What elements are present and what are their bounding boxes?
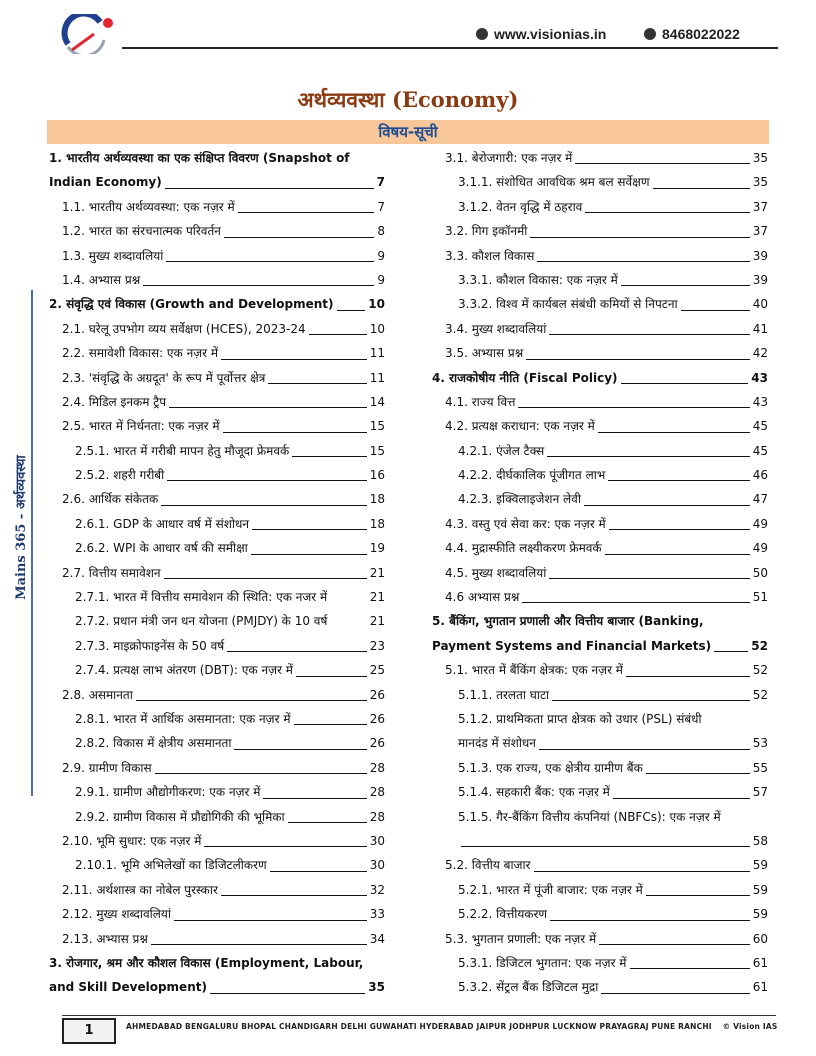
- toc-page-number: 16: [369, 468, 385, 483]
- toc-entry[interactable]: [432, 536, 768, 560]
- toc-leader-line: [238, 212, 375, 213]
- toc-leader-line: [599, 944, 750, 945]
- toc-leader-line: [268, 383, 366, 384]
- toc-page-number: 9: [377, 272, 385, 287]
- toc-entry[interactable]: [49, 585, 385, 609]
- toc-page-number: 7: [377, 199, 385, 214]
- toc-entry-title: 2.9.2. ग्रामीण विकास में प्रौद्योगिकी की भूमिका: [75, 809, 285, 824]
- toc-entry-title: 2.3. 'संवृद्धि के अग्रदूत' के रूप में पूर्वोत्तर क्षेत्र: [62, 370, 266, 385]
- toc-entry[interactable]: [432, 902, 768, 926]
- toc-page-number: 46: [752, 468, 768, 483]
- toc-entry[interactable]: [49, 195, 385, 219]
- toc-page-number: 8: [377, 224, 385, 239]
- toc-page-number: 30: [369, 833, 385, 848]
- toc-entry[interactable]: [432, 805, 768, 829]
- toc-page-number: 26: [369, 711, 385, 726]
- side-rule: [31, 290, 33, 796]
- toc-entry[interactable]: [432, 927, 768, 951]
- toc-leader-line: [309, 334, 367, 335]
- toc-page-number: 23: [369, 638, 385, 653]
- toc-entry-title: 4.2. प्रत्यक्ष कराधान: एक नज़र में: [445, 419, 595, 434]
- phone-contact: [644, 26, 740, 42]
- toc-entry-title: 4.2.2. दीर्घकालिक पूंजीगत लाभ: [458, 468, 606, 483]
- toc-leader-line: [621, 383, 749, 384]
- toc-leader-line: [537, 261, 749, 262]
- toc-entry[interactable]: [432, 853, 768, 877]
- toc-entry-title: 5.3.1. डिजिटल भुगतान: एक नज़र में: [458, 955, 627, 970]
- toc-entry[interactable]: [49, 853, 385, 877]
- toc-entry-title: 3.3.2. विश्व में कार्यबल संबंधी कमियों से निपटना: [458, 297, 678, 312]
- toc-entry-title: 2.4. मिडिल इनकम ट्रैप: [62, 394, 167, 409]
- toc-page-number: 53: [752, 736, 768, 751]
- toc-entry[interactable]: [49, 902, 385, 926]
- toc-page-number: 33: [369, 907, 385, 922]
- toc-leader-line: [526, 359, 750, 360]
- toc-entry[interactable]: [432, 634, 768, 658]
- toc-page-number: 49: [752, 541, 768, 556]
- toc-entry[interactable]: [49, 756, 385, 780]
- toc-entry-title: 2.8.1. भारत में आर्थिक असमानता: एक नज़र में: [75, 711, 291, 726]
- toc-entry-title: 5.2.2. वित्तीयकरण: [458, 907, 548, 922]
- toc-entry[interactable]: [432, 146, 768, 170]
- toc-entry-title: 2.5.1. भारत में गरीबी मापन हेतु मौजूदा फ्रेमवर्क: [75, 443, 290, 458]
- toc-page-number: 21: [369, 590, 385, 605]
- toc-leader-line: [609, 529, 750, 530]
- toc-entry[interactable]: [49, 341, 385, 365]
- toc-entry-title: 2.12. मुख्य शब्दावलियां: [62, 907, 171, 922]
- toc-page-number: 35: [752, 151, 768, 165]
- toc-page-number: 49: [752, 516, 768, 531]
- toc-entry[interactable]: [49, 805, 385, 829]
- toc-leader-line: [630, 968, 750, 969]
- toc-page-number: 43: [752, 394, 768, 409]
- toc-entry-title: 2.11. अर्थशास्त्र का नोबेल पुरस्कार: [62, 882, 218, 897]
- toc-leader-line: [605, 554, 750, 555]
- toc-leader-line: [598, 432, 750, 433]
- toc-page-number: 25: [369, 663, 385, 678]
- toc-entry[interactable]: [49, 975, 385, 999]
- toc-entry[interactable]: [49, 292, 385, 316]
- toc-page-number: 39: [752, 272, 768, 287]
- toc-page-number: 61: [752, 980, 768, 995]
- toc-leader-line: [210, 993, 365, 994]
- toc-entry-title: 5.2. वित्तीय बाजार: [445, 858, 531, 873]
- toc-entry[interactable]: [49, 366, 385, 390]
- toc-page-number: 60: [752, 931, 768, 946]
- toc-leader-line: [151, 944, 367, 945]
- toc-entry-title: 3. रोजगार, श्रम और कौशल विकास (Employment, Labour,: [49, 955, 364, 970]
- toc-entry[interactable]: [49, 536, 385, 560]
- toc-entry[interactable]: [432, 244, 768, 268]
- toc-leader-line: [549, 578, 749, 579]
- toc-page-number: 35: [368, 980, 385, 995]
- toc-entry[interactable]: [432, 951, 768, 975]
- toc-page-number: 7: [376, 175, 385, 190]
- toc-entry-title: 2.7.1. भारत में वित्तीय समावेशन की स्थिति: एक नजर में: [75, 590, 328, 605]
- toc-leader-line: [621, 285, 750, 286]
- toc-leader-line: [204, 846, 366, 847]
- toc-page-number: 30: [369, 858, 385, 873]
- toc-page-number: 21: [369, 614, 385, 629]
- toc-page-number: 18: [369, 516, 385, 531]
- toc-entry-title: मानदंड में संशोधन: [458, 736, 536, 751]
- toc-entry-title: 5.1.2. प्राथमिकता प्राप्त क्षेत्रक को उधार (PSL) संबंधी: [458, 711, 702, 726]
- toc-entry-title: 4. राजकोषीय नीति (Fiscal Policy): [432, 370, 618, 385]
- toc-entry[interactable]: [49, 487, 385, 511]
- toc-entry-title: Payment Systems and Financial Markets): [432, 638, 712, 653]
- toc-entry[interactable]: [49, 317, 385, 341]
- toc-leader-line: [653, 188, 750, 189]
- toc-leader-line: [550, 920, 750, 921]
- toc-page-number: 58: [752, 833, 768, 848]
- toc-leader-line: [613, 798, 750, 799]
- toc-entry-title: 3.3.1. कौशल विकास: एक नज़र में: [458, 272, 618, 287]
- toc-leader-line: [539, 749, 750, 750]
- toc-entry[interactable]: [49, 146, 385, 170]
- copyright: © Vision IAS: [722, 1022, 778, 1031]
- vision-ias-logo: [60, 14, 116, 54]
- toc-page-number: 15: [369, 443, 385, 458]
- toc-entry-title: 3.1. बेरोजगारी: एक नज़र में: [445, 151, 573, 165]
- website-contact[interactable]: [476, 26, 606, 42]
- toc-entry[interactable]: [432, 366, 768, 390]
- toc-entry-title: 2.2. समावेशी विकास: एक नज़र में: [62, 346, 219, 361]
- toc-page-number: 59: [752, 882, 768, 897]
- footer-cities: [126, 1020, 776, 1034]
- toc-entry[interactable]: [49, 609, 385, 633]
- toc-entry-title: 4.3. वस्तु एवं सेवा कर: एक नज़र में: [445, 516, 606, 531]
- toc-page-number: 59: [752, 907, 768, 922]
- toc-entry-title: 2.7. वित्तीय समावेशन: [62, 565, 161, 580]
- toc-entry-title: 2.10. भूमि सुधार: एक नज़र में: [62, 833, 202, 848]
- toc-entry[interactable]: [49, 170, 385, 194]
- footer-divider: [62, 1015, 776, 1016]
- toc-leader-line: [608, 480, 749, 481]
- toc-leader-line: [530, 237, 749, 238]
- toc-page-number: 9: [377, 248, 385, 263]
- toc-entry-title: 5.1.5. गैर-बैंकिंग वित्तीय कंपनियां (NBFCs): एक नज़र में: [458, 809, 721, 824]
- toc-page-number: 32: [369, 882, 385, 897]
- toc-entry[interactable]: [49, 414, 385, 438]
- toc-entry-title: 2.7.4. प्रत्यक्ष लाभ अंतरण (DBT): एक नज़र में: [75, 663, 293, 678]
- toc-leader-line: [143, 285, 374, 286]
- toc-entry[interactable]: [49, 463, 385, 487]
- toc-entry-title: 5.1.1. तरलता घाटा: [458, 687, 550, 702]
- toc-entry[interactable]: [432, 219, 768, 243]
- toc-leader-line: [575, 163, 749, 164]
- toc-entry-title: 1.4. अभ्यास प्रश्न: [62, 272, 141, 287]
- toc-entry[interactable]: [432, 268, 768, 292]
- city-list: AHMEDABAD BENGALURU BHOPAL CHANDIGARH DELHI GUWAHATI HYDERABAD JAIPUR JODHPUR LUCKNOW PRAYAGRAJ PUNE RANCHI: [126, 1022, 712, 1031]
- toc-entry[interactable]: [49, 219, 385, 243]
- toc-page-number: 41: [752, 321, 768, 336]
- toc-entry-title: Indian Economy): [49, 175, 162, 190]
- toc-leader-line: [522, 602, 749, 603]
- toc-entry-title: 2.7.2. प्रधान मंत्री जन धन योजना (PMJDY) के 10 वर्ष: [75, 614, 328, 629]
- toc-entry[interactable]: [49, 731, 385, 755]
- toc-entry-title: 3.1.1. संशोधित आवधिक श्रम बल सर्वेक्षण: [458, 175, 650, 190]
- toc-page-number: 14: [369, 394, 385, 409]
- toc-leader-line: [337, 310, 366, 311]
- toc-leader-line: [263, 798, 366, 799]
- toc-leader-line: [518, 407, 749, 408]
- toc-leader-line: [166, 261, 374, 262]
- toc-entry[interactable]: [432, 829, 768, 853]
- toc-leader-line: [251, 554, 367, 555]
- page-title: अर्थव्यवस्था (Economy): [297, 87, 519, 112]
- toc-entry[interactable]: [432, 561, 768, 585]
- toc-entry[interactable]: [49, 634, 385, 658]
- toc-entry-title: 2.7.3. माइक्रोफाइनेंस के 50 वर्ष: [75, 638, 225, 653]
- toc-entry-title: 5.1.3. एक राज्य, एक क्षेत्रीय ग्रामीण बैंक: [458, 760, 643, 775]
- toc-entry[interactable]: [432, 878, 768, 902]
- toc-page-number: 61: [752, 955, 768, 970]
- toc-entry-title: 2.13. अभ्यास प्रश्न: [62, 931, 148, 946]
- toc-entry[interactable]: [49, 439, 385, 463]
- toc-page-number: 39: [752, 248, 768, 263]
- toc-page-number: 26: [369, 736, 385, 751]
- toc-entry[interactable]: [432, 463, 768, 487]
- toc-leader-line: [681, 310, 750, 311]
- side-label: [11, 445, 31, 610]
- toc-entry[interactable]: [432, 341, 768, 365]
- toc-entry[interactable]: [49, 707, 385, 731]
- toc-page-number: 42: [752, 346, 768, 361]
- toc-page-number: 52: [751, 638, 768, 653]
- toc-entry[interactable]: [49, 951, 385, 975]
- toc-entry[interactable]: [432, 658, 768, 682]
- toc-entry-title: 1.3. मुख्य शब्दावलियां: [62, 248, 164, 263]
- toc-leader-line: [288, 822, 367, 823]
- toc-page-number: 11: [369, 346, 385, 361]
- toc-entry[interactable]: [432, 756, 768, 780]
- toc-entry[interactable]: [49, 390, 385, 414]
- toc-entry[interactable]: [432, 390, 768, 414]
- toc-entry[interactable]: [49, 244, 385, 268]
- toc-page-number: 21: [369, 565, 385, 580]
- toc-entry[interactable]: [432, 585, 768, 609]
- globe-icon: [476, 28, 488, 40]
- toc-entry[interactable]: [432, 170, 768, 194]
- toc-page-number: 18: [369, 492, 385, 507]
- toc-page-number: 11: [369, 370, 385, 385]
- toc-leader-line: [552, 700, 750, 701]
- toc-entry-title: 4.1. राज्य वित्त: [445, 394, 516, 409]
- toc-entry-title: 5.2.1. भारत में पूंजी बाजार: एक नज़र में: [458, 882, 643, 897]
- toc-entry-title: 2.5. भारत में निर्धनता: एक नज़र में: [62, 419, 220, 434]
- toc-entry[interactable]: [49, 683, 385, 707]
- toc-entry[interactable]: [432, 317, 768, 341]
- toc-leader-line: [221, 895, 367, 896]
- toc-page-number: 50: [752, 565, 768, 580]
- toc-entry-title: 3.2. गिग इकॉनमी: [445, 224, 528, 239]
- toc-leader-line: [292, 456, 367, 457]
- toc-page-number: 51: [752, 590, 768, 605]
- toc-page-number: 10: [368, 297, 385, 312]
- toc-leader-line: [294, 724, 367, 725]
- toc-entry[interactable]: [49, 561, 385, 585]
- toc-leader-line: [136, 700, 367, 701]
- website-text[interactable]: www.visionias.in: [494, 26, 607, 42]
- toc-page-number: 28: [369, 785, 385, 800]
- toc-page-number: 19: [369, 541, 385, 556]
- toc-entry-title: 2.6. आर्थिक संकेतक: [62, 492, 159, 507]
- toc-leader-line: [167, 480, 366, 481]
- toc-page-number: 45: [752, 443, 768, 458]
- toc-leader-line: [270, 871, 367, 872]
- toc-entry-title: 5.3. भुगतान प्रणाली: एक नज़र में: [445, 931, 597, 946]
- toc-leader-line: [169, 407, 367, 408]
- toc-entry-title: 2.6.1. GDP के आधार वर्ष में संशोधन: [75, 516, 250, 531]
- toc-entry[interactable]: [432, 487, 768, 511]
- toc-page-number: 26: [369, 687, 385, 702]
- toc-entry-title: 2.8.2. विकास में क्षेत्रीय असमानता: [75, 736, 232, 751]
- toc-entry-title: 5. बैंकिंग, भुगतान प्रणाली और वित्तीय बाजार (Banking,: [432, 614, 704, 629]
- toc-page-number: 37: [752, 224, 768, 239]
- toc-entry-title: 1. भारतीय अर्थव्यवस्था का एक संक्षिप्त विवरण (Snapshot of: [49, 151, 350, 165]
- toc-leader-line: [534, 871, 750, 872]
- toc-leader-line: [165, 188, 374, 189]
- toc-entry[interactable]: [432, 975, 768, 999]
- toc-leader-line: [174, 920, 367, 921]
- toc-page-number: 40: [752, 297, 768, 312]
- toc-page-number: 34: [369, 931, 385, 946]
- toc-page-number: 52: [752, 663, 768, 678]
- toc-entry-title: 4.6 अभ्यास प्रश्न: [445, 590, 520, 605]
- toc-entry-title: 5.1.4. सहकारी बैंक: एक नज़र में: [458, 785, 610, 800]
- toc-leader-line: [646, 773, 750, 774]
- toc-entry[interactable]: [432, 609, 768, 633]
- toc-leader-line: [234, 749, 366, 750]
- toc-leader-line: [626, 676, 750, 677]
- toc-entry-title: 3.5. अभ्यास प्रश्न: [445, 346, 524, 361]
- toc-entry[interactable]: [49, 658, 385, 682]
- toc-leader-line: [223, 432, 367, 433]
- toc-entry-title: 1.1. भारतीय अर्थव्यवस्था: एक नज़र में: [62, 199, 235, 214]
- toc-entry-title: 3.3. कौशल विकास: [445, 248, 535, 263]
- toc-page-number: 45: [752, 419, 768, 434]
- toc-leader-line: [224, 237, 374, 238]
- toc-entry-title: 3.4. मुख्य शब्दावलियां: [445, 321, 547, 336]
- toc-leader-line: [585, 212, 749, 213]
- toc-leader-line: [227, 651, 366, 652]
- toc-page-number: 47: [752, 492, 768, 507]
- toc-entry[interactable]: [49, 780, 385, 804]
- toc-entry-title: 5.3.2. सेंट्रल बैंक डिजिटल मुद्रा: [458, 980, 599, 995]
- toc-entry-title: 2.5.2. शहरी गरीबी: [75, 468, 165, 483]
- toc-entry[interactable]: [432, 512, 768, 536]
- header-divider: [122, 47, 778, 49]
- toc-leader-line: [161, 505, 367, 506]
- toc-entry[interactable]: [49, 512, 385, 536]
- toc-entry-title: 2.1. घरेलू उपभोग व्यय सर्वेक्षण (HCES), 2023-24: [62, 321, 306, 336]
- toc-leader-line: [584, 505, 750, 506]
- toc-page-number: 59: [752, 858, 768, 873]
- toc-page-number: 15: [369, 419, 385, 434]
- phone-icon: [644, 28, 656, 40]
- toc-leader-line: [164, 578, 367, 579]
- toc-leader-line: [155, 773, 367, 774]
- toc-entry[interactable]: [49, 878, 385, 902]
- toc-page-number: 57: [752, 785, 768, 800]
- toc-leader-line: [547, 456, 749, 457]
- toc-entry[interactable]: [432, 414, 768, 438]
- toc-entry-title: 2.10.1. भूमि अभिलेखों का डिजिटलीकरण: [75, 858, 267, 873]
- toc-entry-title: 4.5. मुख्य शब्दावलियां: [445, 565, 547, 580]
- toc-page-number: 28: [369, 809, 385, 824]
- toc-entry-title: 2.6.2. WPI के आधार वर्ष की समीक्षा: [75, 541, 248, 556]
- toc-entry-title: 2. संवृद्धि एवं विकास (Growth and Development): [49, 297, 334, 312]
- toc-leader-line: [461, 846, 750, 847]
- phone-text: 8468022022: [662, 26, 740, 42]
- side-label-text: Mains 365 - अर्थव्यवस्था: [14, 455, 29, 600]
- toc-leader-line: [221, 359, 367, 360]
- toc-entry[interactable]: [432, 292, 768, 316]
- toc-page-number: 28: [369, 760, 385, 775]
- toc-entry[interactable]: [432, 707, 768, 731]
- toc-entry[interactable]: [432, 780, 768, 804]
- toc-entry-title: 3.1.2. वेतन वृद्धि में ठहराव: [458, 199, 583, 214]
- toc-entry-title: 4.2.1. एंजेल टैक्स: [458, 443, 545, 458]
- toc-entry-title: 4.2.3. इक्विलाइजेशन लेवी: [458, 492, 581, 507]
- toc-heading: विषय-सूची: [47, 120, 769, 144]
- toc-right-column: [432, 146, 768, 1000]
- toc-entry-title: 4.4. मुद्रास्फीति लक्ष्यीकरण फ्रेमवर्क: [445, 541, 602, 556]
- toc-page-number: 43: [751, 370, 768, 385]
- toc-entry-title: 2.8. असमानता: [62, 687, 133, 702]
- toc-entry-title: 2.9. ग्रामीण विकास: [62, 760, 152, 775]
- toc-page-number: 35: [752, 175, 768, 190]
- toc-entry[interactable]: [49, 268, 385, 292]
- page-number: 1: [62, 1018, 116, 1044]
- toc-entry[interactable]: [432, 731, 768, 755]
- toc-page-number: 37: [752, 199, 768, 214]
- toc-leader-line: [252, 529, 367, 530]
- toc-entry-title: 1.2. भारत का संरचनात्मक परिवर्तन: [62, 224, 221, 239]
- toc-entry[interactable]: [49, 829, 385, 853]
- toc-page-number: 10: [369, 321, 385, 336]
- toc-entry-title: 2.9.1. ग्रामीण औद्योगीकरण: एक नज़र में: [75, 785, 261, 800]
- toc-leader-line: [296, 676, 367, 677]
- toc-entry[interactable]: [49, 927, 385, 951]
- toc-page-number: 52: [752, 687, 768, 702]
- toc-left-column: [49, 146, 385, 1000]
- toc-leader-line: [646, 895, 750, 896]
- toc-entry-title: 5.1. भारत में बैंकिंग क्षेत्रक: एक नज़र में: [445, 663, 623, 678]
- toc-leader-line: [714, 651, 748, 652]
- toc-leader-line: [549, 334, 749, 335]
- toc-entry[interactable]: [432, 439, 768, 463]
- toc-entry[interactable]: [432, 683, 768, 707]
- toc-entry[interactable]: [432, 195, 768, 219]
- toc-entry-title: and Skill Development): [49, 980, 207, 995]
- toc-page-number: 55: [752, 760, 768, 775]
- toc-leader-line: [601, 993, 749, 994]
